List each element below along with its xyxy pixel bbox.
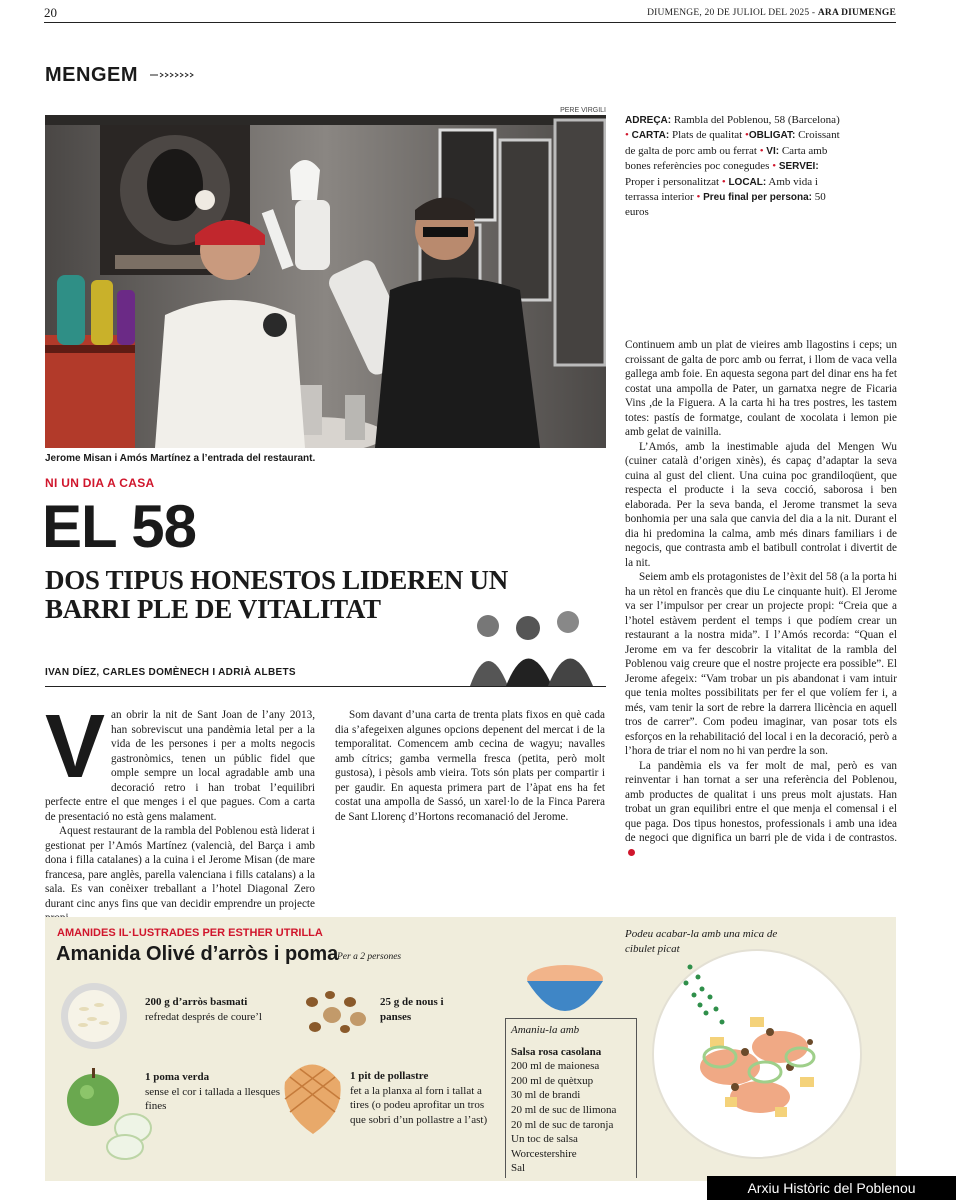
paragraph-6: Seiem amb els protagonistes de l’èxit del 58 (a la porta hi ha un rètol en francès que diu Le cinquante huit). El Jerome va ser l’impulsor per crear un projecte propi: “Creia que a l’hotel estàvem perdent el temps i que podíem crear un restaurant a la nostra mida”. I l’Amós recorda: “Quan el Jerome em va fer descobrir la vitalitat de la rambla del Poblenou vaig creure que el nostre projecte era possible”. El Jerome afegeix: “Vam trobar un pis abandonat i vam intuir que tenia moltes possibilitats per fer el que volíem fer i, a més, vam tenir la sort de rebre la darrera llicència en aquell tros de carrer”. Com podeu imaginar, van posar tots els esforços en la rehabilitació del local i en la decoració, però a l’hora de triar el nom no hi van perdre la son.: [625, 571, 897, 757]
deck: DOS TIPUS HONESTOS LIDEREN UN BARRI PLE DE VITALITAT: [45, 565, 508, 624]
paragraph-1: an obrir la nit de Sant Joan de l’any 2013, han sobreviscut una pandèmia letal per a la vida de les persones i per a molts negocis gastronòmics, tenen un públic fidel que omple sempre un local agradable amb una decoració retro i han trobat l’equilibri perfecte entre el que menges i el que pagues. Com a carta de presentació no està gens malament.: [45, 709, 315, 823]
wine-value: Carta amb bones referències poc conegudes: [625, 144, 828, 173]
section-decoration-icon: [150, 72, 194, 78]
ingredient-chicken: 1 pit de pollastre fet a la planxa al forn i tallat a tires (o podeu aprofitar un tros que sobri d’un pollastre a l’ast): [350, 1070, 488, 1126]
ingredient-rice: 200 g d’arròs basmati refredat després de coure’l: [145, 996, 262, 1023]
recipe-title: Amanida Olivé d’arròs i poma: [56, 943, 339, 965]
salad-plate-icon: [650, 947, 865, 1162]
drop-cap: V: [45, 697, 106, 797]
ingredient-nuts: 25 g de nous i panses: [380, 996, 444, 1023]
recipe-box: [45, 917, 896, 1181]
sauce-item: Un toc de salsa Worcestershire: [511, 1133, 578, 1160]
sauce-box: [505, 1018, 637, 1178]
address-value: Rambla del Poblenou, 58 (Barcelona): [673, 114, 840, 126]
recipe-servings: Per a 2 persones: [337, 952, 402, 962]
must-value: Croissant de galta de porc amb ou ferrat: [625, 129, 840, 157]
info-box: ADREÇA: Rambla del Poblenou, 58 (Barcelona) • CARTA: Plats de qualitat •OBLIGAT: Croissant de galta de porc amb ou ferrat • VI: Carta amb bones referències poc conegudes • SERVEI: Proper i personalitzat • LOCAL: Amb vida i terrassa interior • Preu final per persona: 50 euros: [625, 114, 840, 219]
price-label: Preu final per persona:: [703, 192, 812, 204]
article-column-2: [335, 708, 605, 824]
byline-rule: [45, 686, 606, 687]
wine-label: VI:: [766, 145, 780, 157]
page-number: 20: [44, 5, 57, 20]
recipe-note: Podeu acabar-la amb una mica de cibulet picat: [625, 928, 778, 955]
section-title: MENGEM: [45, 64, 138, 86]
paragraph-3: Som davant d’una carta de trenta plats fixos en què cada dia s’afegeixen algunes opcions depenent del mercat i de la temporalitat. Comencem amb cecina de wagyu; navalles amb cítrics; gamba vermella fresca (petita, però molt gustosa), i pèsols amb vieira. Tots són plats per compartir i per gaudir. En aquesta primera part de l’àpat ens ha fet costat una ampolla de Sassó, un xarel·lo de la Finca Parera de Sant Llorenç d’Hortons recomanació del Jerome.: [335, 709, 605, 823]
sauce-item: 200 ml de quètxup: [511, 1074, 594, 1087]
recipe-kicker: AMANIDES IL·LUSTRADES PER ESTHER UTRILLA: [57, 927, 323, 939]
publication-name: ARA DIUMENGE: [817, 8, 896, 18]
ingredient-apple: 1 poma verda sense el cor i tallada a llesques fines: [145, 1071, 281, 1112]
header-rule: [44, 22, 896, 23]
bylines: IVAN DÍEZ, CARLES DOMÈNECH I ADRIÀ ALBETS: [45, 667, 296, 678]
paragraph-4: Continuem amb un plat de vieires amb llagostins i ceps; un croissant de galta de porc amb ou ferrat, i llom de vaca vella gallega amb foie. En aquesta segona part del dinar ens ha fet costat una ampolla de Pater, un garnatxa negre de Ficaria Vins ,de la Figuera. A la carta hi ha tres postres, les tastem totes: pastís de formatge, coulant de xocolata i lemon pie amb gelat de vainilla.: [625, 339, 897, 438]
headline: EL 58: [42, 493, 196, 560]
article-column-1: [45, 697, 315, 926]
sauce-bowl-icon: [523, 957, 607, 1017]
dateline: [647, 8, 896, 18]
sauce-item: 200 ml de maionesa: [511, 1060, 600, 1073]
photo-caption: Jerome Misan i Amós Martínez a l’entrada del restaurant.: [45, 453, 316, 464]
menu-value: Plats de qualitat: [671, 129, 743, 142]
date: DIUMENGE, 20 DE JULIOL DEL 2025 -: [647, 8, 816, 18]
must-label: OBLIGAT:: [748, 130, 796, 142]
venue-value: Amb vida i terrassa interior: [625, 175, 818, 204]
paragraph-5: L’Amós, amb la inestimable ajuda del Mengen Wu (cuiner català d’origen xinès), és capaç d’adaptar la seva cuina al gust del client. Una cuina poc grandiloqüent, que respecta el producte i la seva cocció, saborosa i ben elaborada. Per la seva banda, el Jerome transmet la seva bonhomia per una sala que canvia del dia a la nit. Durant el dia hi predomina la calma, amb més dinars familiars i de negocis, que contrasta amb el batibull controlat i divertit de la nit.: [625, 440, 897, 569]
end-mark-icon: [628, 849, 635, 856]
sauce-item: 30 ml de brandi: [511, 1089, 581, 1102]
paragraph-2: Aquest restaurant de la rambla del Poblenou està liderat i gestionat per l’Amós Martínez (valencià, del Barça i amb dona i filla catalanes) a la cuina i el Jerome Misan (de mare francesa, pare anglès, parella valenciana i fills catalans) a la sala. Es van conèixer treballant a l’hotel Diagonal Zero durant cinc anys fins que van decidir emprendre un projecte: [45, 825, 315, 910]
paragraph-7: La pandèmia els va fer molt de mal, però es van reinventar i han tornat a ser una referència del Poblenou, amb productes de qualitat i uns preus molt ajustats. Han trobat un gran equilibri entre el que menja el comensal i el que paga. Dos tipus honestos, professionals i amb una idea de negoci que dignifica un barri ple de vida i de contrastos.: [625, 759, 897, 861]
nuts-raisins-icon: [300, 987, 370, 1047]
chicken-breast-icon: [280, 1057, 345, 1137]
address-label: ADREÇA:: [625, 115, 672, 126]
authors-photo: [458, 604, 606, 686]
apple-icon: [65, 1062, 155, 1162]
archive-watermark: Arxiu Històric del Poblenou: [707, 1176, 956, 1200]
restaurant-photo: [45, 115, 606, 448]
service-value: Proper i personalitzat: [625, 175, 720, 188]
article-kicker: NI UN DIA A CASA: [45, 476, 155, 490]
price-value: 50 euros: [625, 191, 826, 219]
sauce-label: Amaniu-la amb: [511, 1024, 580, 1036]
sauce-item: 20 ml de suc de llimona: [511, 1103, 617, 1116]
photo-credit: PERE VIRGILI: [560, 107, 606, 114]
article-column-3: [625, 338, 897, 860]
sauce-item: 20 ml de suc de taronja: [511, 1118, 614, 1131]
menu-label: CARTA:: [631, 130, 670, 142]
service-label: SERVEI:: [778, 161, 819, 173]
venue-label: LOCAL:: [728, 176, 767, 188]
rice-bowl-icon: [59, 981, 129, 1051]
sauce-title: Salsa rosa casolana: [511, 1045, 602, 1058]
sauce-item: Sal: [511, 1162, 526, 1175]
